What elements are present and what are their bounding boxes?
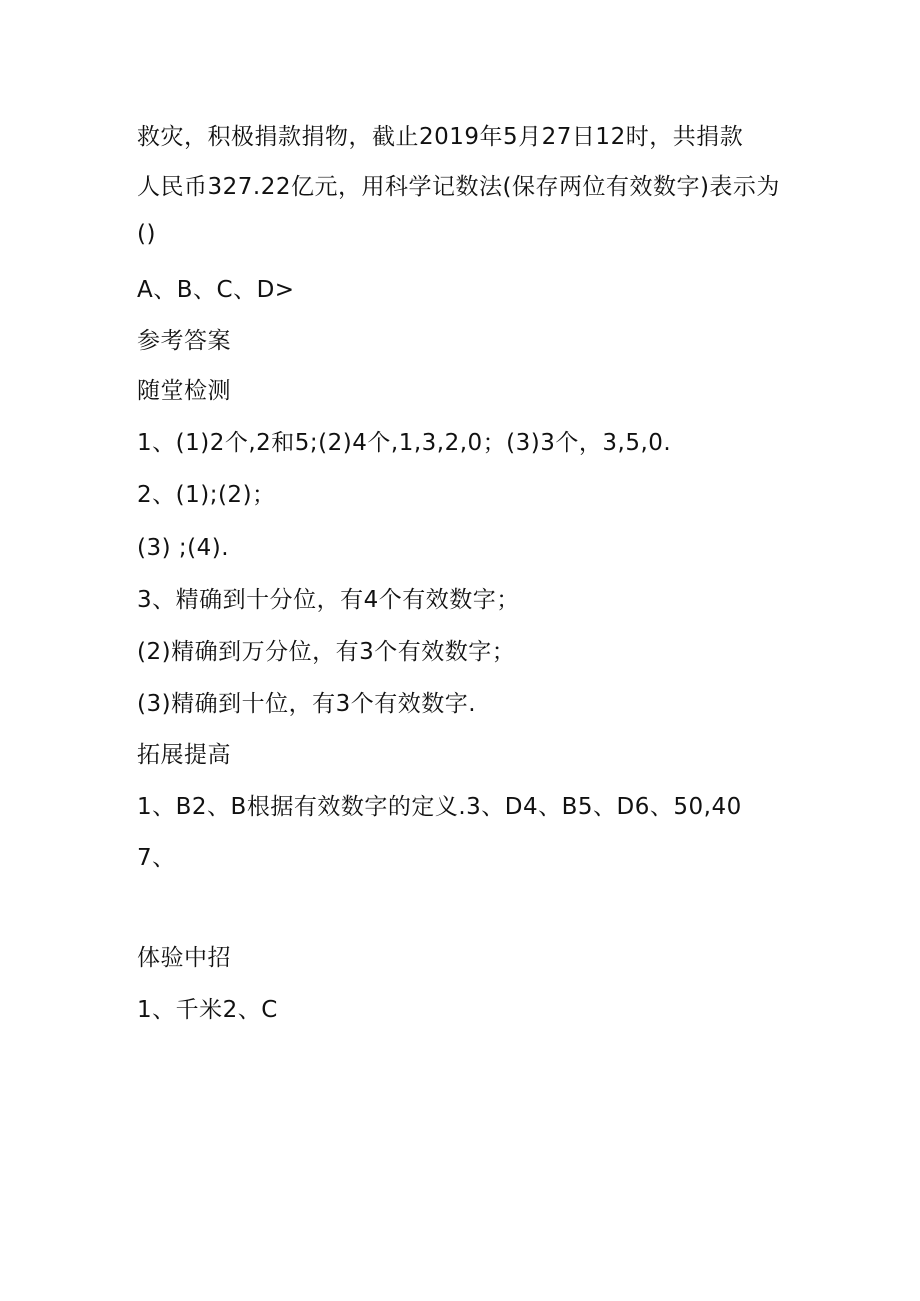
section-heading-extension: 拓展提高 [137, 742, 231, 768]
section-heading-classroom-check: 随堂检测 [137, 378, 231, 404]
text-line-disaster-relief: 救灾，积极捐款捐物，截止2019年5月27日12时，共捐款 [137, 124, 744, 150]
text-line-options: A、B、C、D> [137, 277, 295, 303]
answer-line-3-part2: (2)精确到万分位，有3个有效数字； [137, 639, 516, 665]
answer-line-1: 1、(1)2个,2和5;(2)4个,1,3,2,0；(3)3个，3,5,0. [137, 430, 672, 456]
extension-answers-line: 1、B2、B根据有效数字的定义.3、D4、B5、D6、50,40 [137, 794, 742, 820]
answer-line-2: 2、(1);(2)； [137, 482, 276, 508]
section-heading-exam-experience: 体验中招 [137, 945, 231, 971]
text-line-answer-blank: () [137, 221, 156, 247]
exam-answers-line: 1、千米2、C [137, 997, 278, 1023]
answer-line-3: 3、精确到十分位，有4个有效数字； [137, 587, 520, 613]
text-line-donation-amount: 人民币327.22亿元，用科学记数法(保存两位有效数字)表示为 [137, 174, 780, 200]
extension-answer-7: 7、 [137, 845, 176, 871]
answer-line-2-cont: (3) ;(4). [137, 535, 230, 561]
answer-line-3-part3: (3)精确到十位，有3个有效数字. [137, 691, 477, 717]
section-heading-reference-answers: 参考答案 [137, 328, 231, 354]
